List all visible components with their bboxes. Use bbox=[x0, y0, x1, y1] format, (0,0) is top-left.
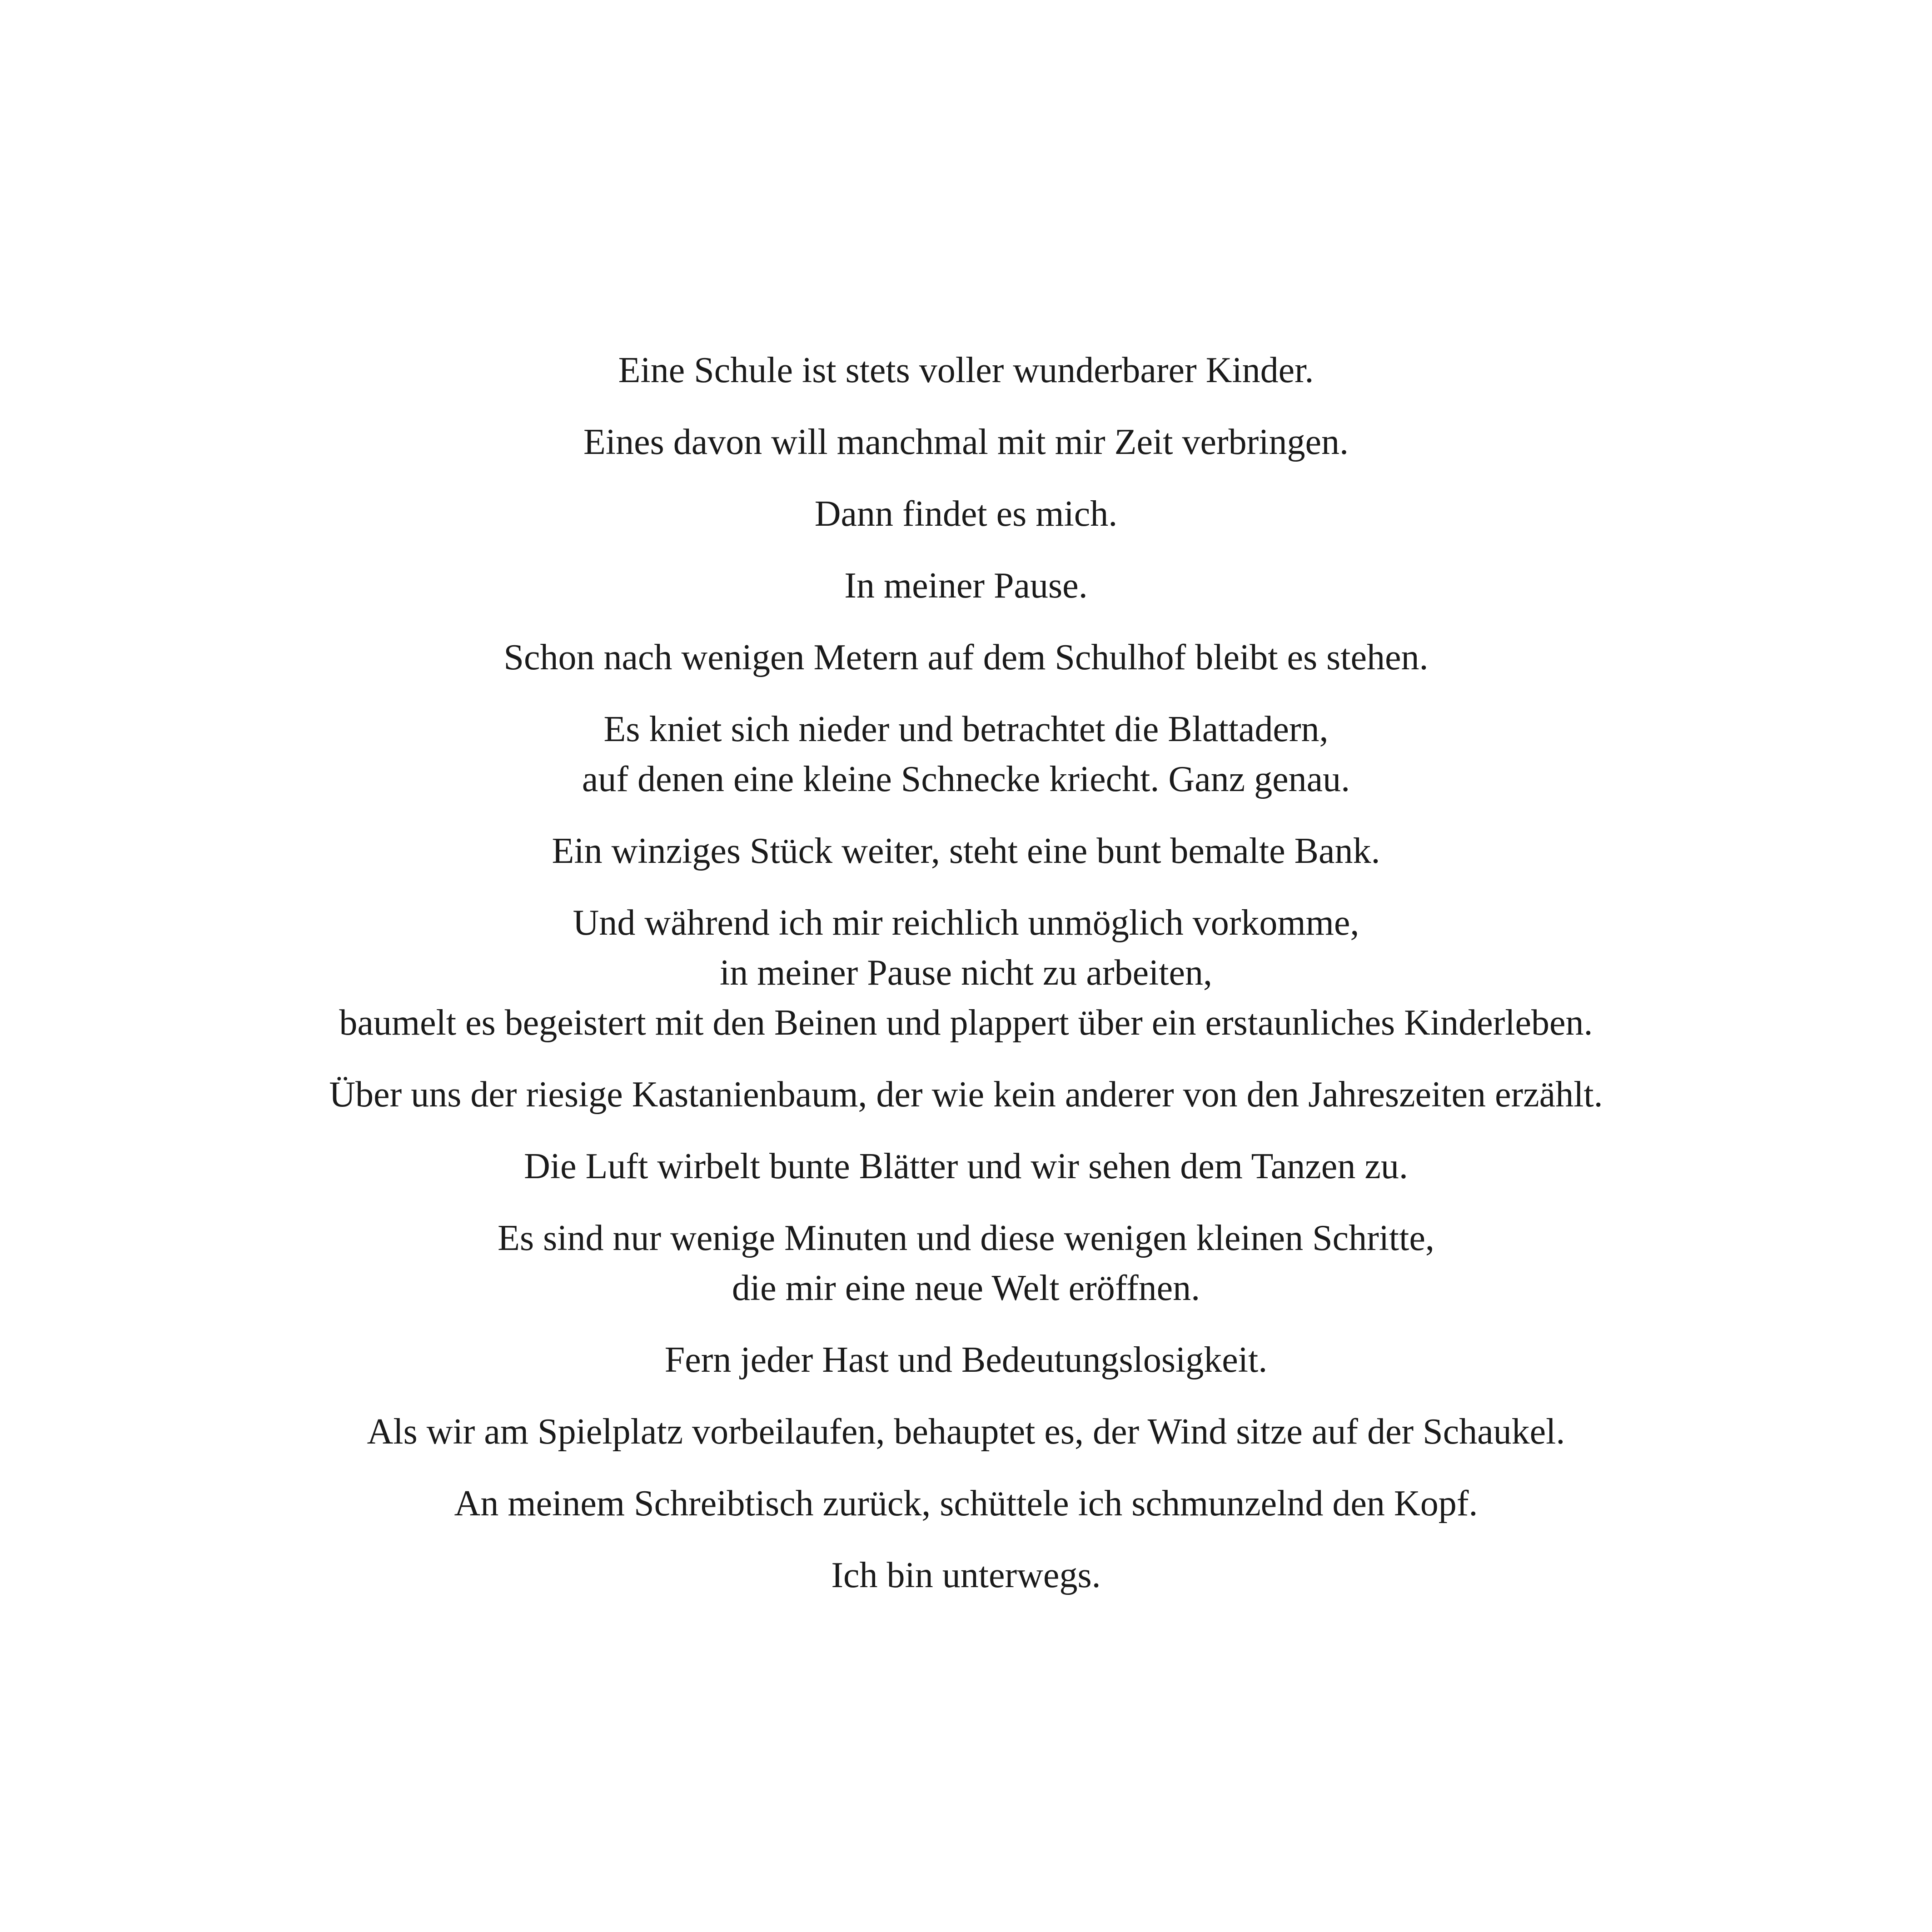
stanza bbox=[0, 561, 1932, 611]
stanza bbox=[0, 1550, 1932, 1600]
stanza bbox=[0, 1407, 1932, 1457]
stanza bbox=[0, 704, 1932, 804]
poem-line: Es kniet sich nieder und betrachtet die Blattadern, bbox=[603, 709, 1329, 749]
poem-line: auf denen eine kleine Schnecke kriecht. Ganz genau. bbox=[582, 759, 1350, 799]
poem-line: Eine Schule ist stets voller wunderbarer Kinder. bbox=[618, 350, 1314, 390]
poem-line: Ich bin unterwegs. bbox=[831, 1555, 1101, 1595]
poem-text bbox=[0, 345, 1932, 1622]
poem-line: Fern jeder Hast und Bedeutungslosigkeit. bbox=[664, 1340, 1268, 1380]
poem-line: Die Luft wirbelt bunte Blätter und wir sehen dem Tanzen zu. bbox=[524, 1146, 1408, 1186]
stanza bbox=[0, 489, 1932, 539]
poem-line: baumelt es begeistert mit den Beinen und plappert über ein erstaunliches Kinderleben. bbox=[339, 1003, 1593, 1043]
poem-line: Es sind nur wenige Minuten und diese wenigen kleinen Schritte, bbox=[498, 1218, 1434, 1258]
stanza bbox=[0, 632, 1932, 682]
stanza bbox=[0, 1141, 1932, 1191]
stanza bbox=[0, 898, 1932, 1048]
stanza bbox=[0, 345, 1932, 395]
poem-line: Eines davon will manchmal mit mir Zeit verbringen. bbox=[583, 422, 1349, 462]
poem-line: Als wir am Spielplatz vorbeilaufen, behauptet es, der Wind sitze auf der Schaukel. bbox=[367, 1412, 1565, 1452]
stanza bbox=[0, 1335, 1932, 1385]
stanza bbox=[0, 1070, 1932, 1120]
poem-line: An meinem Schreibtisch zurück, schüttele ich schmunzelnd den Kopf. bbox=[454, 1484, 1478, 1524]
poem-line: Schon nach wenigen Metern auf dem Schulhof bleibt es stehen. bbox=[503, 637, 1429, 677]
poem-line: die mir eine neue Welt eröffnen. bbox=[732, 1268, 1200, 1308]
poem-line: Dann findet es mich. bbox=[814, 494, 1118, 534]
poem-line: Ein winziges Stück weiter, steht eine bunt bemalte Bank. bbox=[552, 831, 1380, 871]
stanza bbox=[0, 826, 1932, 876]
poem-line: Und während ich mir reichlich unmöglich vorkomme, bbox=[573, 903, 1359, 943]
stanza bbox=[0, 1479, 1932, 1529]
poem-line: Über uns der riesige Kastanienbaum, der wie kein anderer von den Jahreszeiten erzählt. bbox=[329, 1075, 1603, 1115]
stanza bbox=[0, 1213, 1932, 1313]
poem-line: in meiner Pause nicht zu arbeiten, bbox=[719, 953, 1213, 993]
stanza bbox=[0, 417, 1932, 467]
poem-line: In meiner Pause. bbox=[844, 566, 1088, 606]
